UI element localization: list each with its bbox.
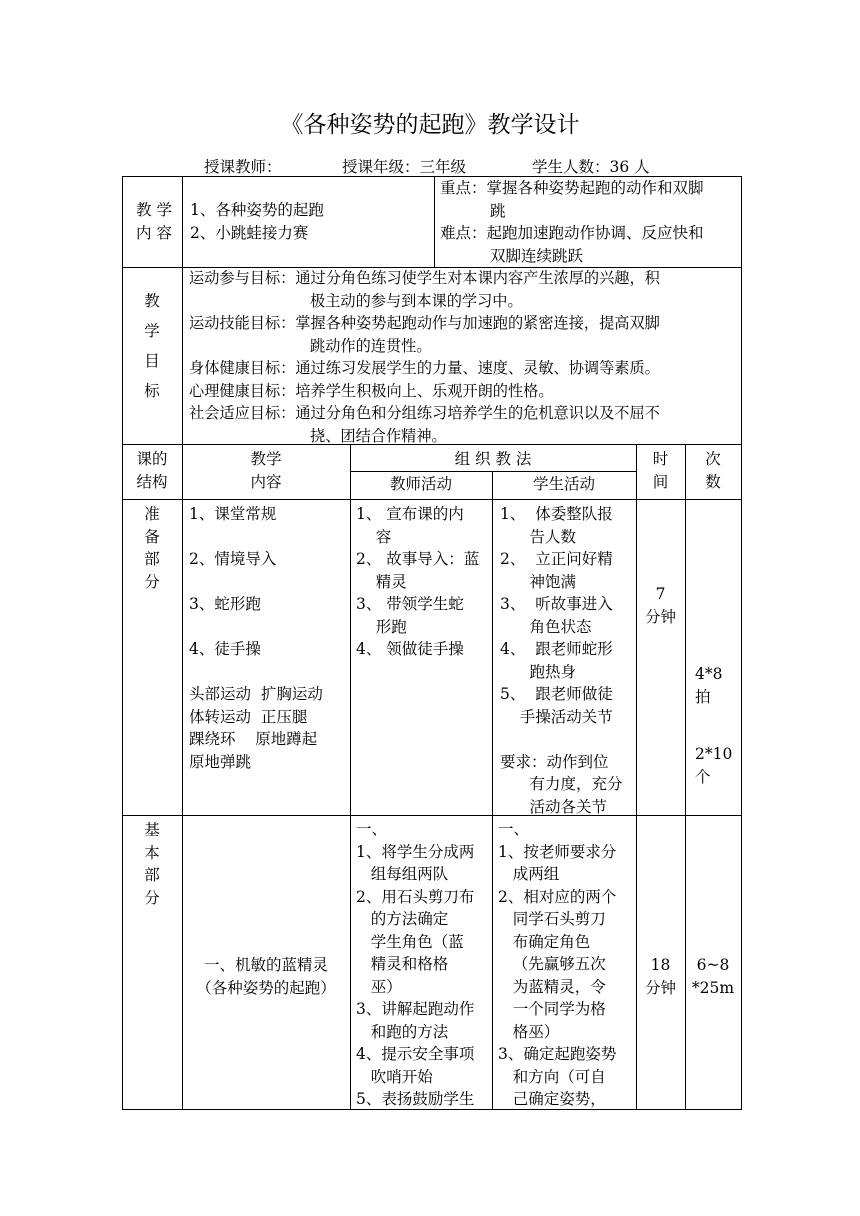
basic-content: 一、机敏的蓝精灵 （各种姿势的起跑）: [196, 956, 336, 997]
difficult-points: 难点：起跑加速跑动作协调、反应快和 双脚连续跳跃: [440, 224, 704, 265]
student-count-field: 学生人数：36 人: [532, 158, 650, 176]
content-section-label: 教 学 内 容: [136, 201, 172, 242]
basic-time: 18 分钟: [644, 956, 676, 997]
basic-count: 6~8 *25m: [691, 956, 735, 997]
goal-line: 跳动作的连贯性。: [310, 336, 432, 355]
content-item: 2、小跳蛙接力赛: [190, 223, 309, 242]
teacher-field: 授课教师：: [204, 158, 282, 176]
prep-teacher-activity: 1、 宣布课的内 容 2、 故事导入：蓝 精灵 3、 带领学生蛇 形跑 4、 领做徒手操: [356, 505, 480, 658]
goals-text: [189, 267, 739, 447]
basic-label: 基 本 部 分: [144, 821, 160, 907]
basic-teacher-activity: 一、 1、将学生分成两 组每组两队 2、用石头剪刀布 的方法确定 学生角色（蓝 精灵和格格 巫） 3、讲解起跑动作 和跑的方法 4、提示安全事项 吹哨开始 5、表扬鼓励学生: [356, 820, 475, 1108]
grade-field: 授课年级：三年级: [342, 158, 467, 176]
lesson-plan-table: [122, 176, 742, 1110]
basic-student-activity: 一、 1、按老师要求分 成两组 2、相对应的两个 同学石头剪刀 布确定角色 （先赢够五次 为蓝精灵，令 一个同学为格 格巫） 3、确定起跑姿势 和方向（可自 己确定姿势，: [498, 820, 617, 1108]
header-content: 教学 内容: [250, 450, 282, 491]
prep-content: 1、课堂常规 2、情境导入 3、蛇形跑 4、徒手操 头部运动 扩胸运动 体转运动 正压腿 踝绕环 原地蹲起 原地弹跳: [189, 505, 323, 771]
key-points: 重点：掌握各种姿势起跑的动作和双脚 跳: [440, 179, 704, 220]
header-time: 时 间: [652, 450, 669, 491]
prep-count-2: 2*10 个: [695, 745, 733, 786]
prep-count-1: 4*8 拍: [695, 665, 723, 706]
goal-line: 极主动的参与到本课的学习中。: [310, 291, 523, 310]
prep-time: 7 分钟: [644, 585, 676, 626]
goals-label: 教 学 目 标: [144, 292, 160, 400]
header-structure: 课的 结构: [136, 450, 168, 491]
header-count: 次 数: [705, 450, 721, 491]
goal-line: 运动技能目标：掌握各种姿势起跑动作与加速跑的紧密连接，提高双脚: [189, 314, 660, 332]
prep-student-activity: 1、 体委整队报 告人数 2、 立正问好精 神饱满 3、 听故事进入 角色状态 4、 跟老师蛇形 跑热身 5、 跟老师做徒 手操活动关节 要求：动作到位 有力度，充分 活动各关节: [500, 505, 623, 816]
page-title: 《各种姿势的起跑》教学设计: [280, 112, 580, 138]
prep-label: 准 备 部 分: [144, 505, 160, 591]
header-student-activity: 学生活动: [532, 475, 595, 493]
header-method: 组 织 教 法: [454, 450, 532, 468]
content-item: 1、各种姿势的起跑: [190, 201, 324, 219]
goal-line: 心理健康目标：培养学生积极向上、乐观开朗的性格。: [189, 381, 554, 400]
goal-line: 运动参与目标：通过分角色练习使学生对本课内容产生浓厚的兴趣，积: [189, 269, 660, 287]
goal-line: 身体健康目标：通过练习发展学生的力量、速度、灵敏、协调等素质。: [189, 359, 660, 377]
header-teacher-activity: 教师活动: [389, 475, 452, 493]
goal-line: 社会适应目标：通过分角色和分组练习培养学生的危机意识以及不屈不: [189, 404, 660, 422]
goal-line: 挠、团结合作精神。: [310, 426, 447, 445]
content-items: [190, 199, 324, 244]
